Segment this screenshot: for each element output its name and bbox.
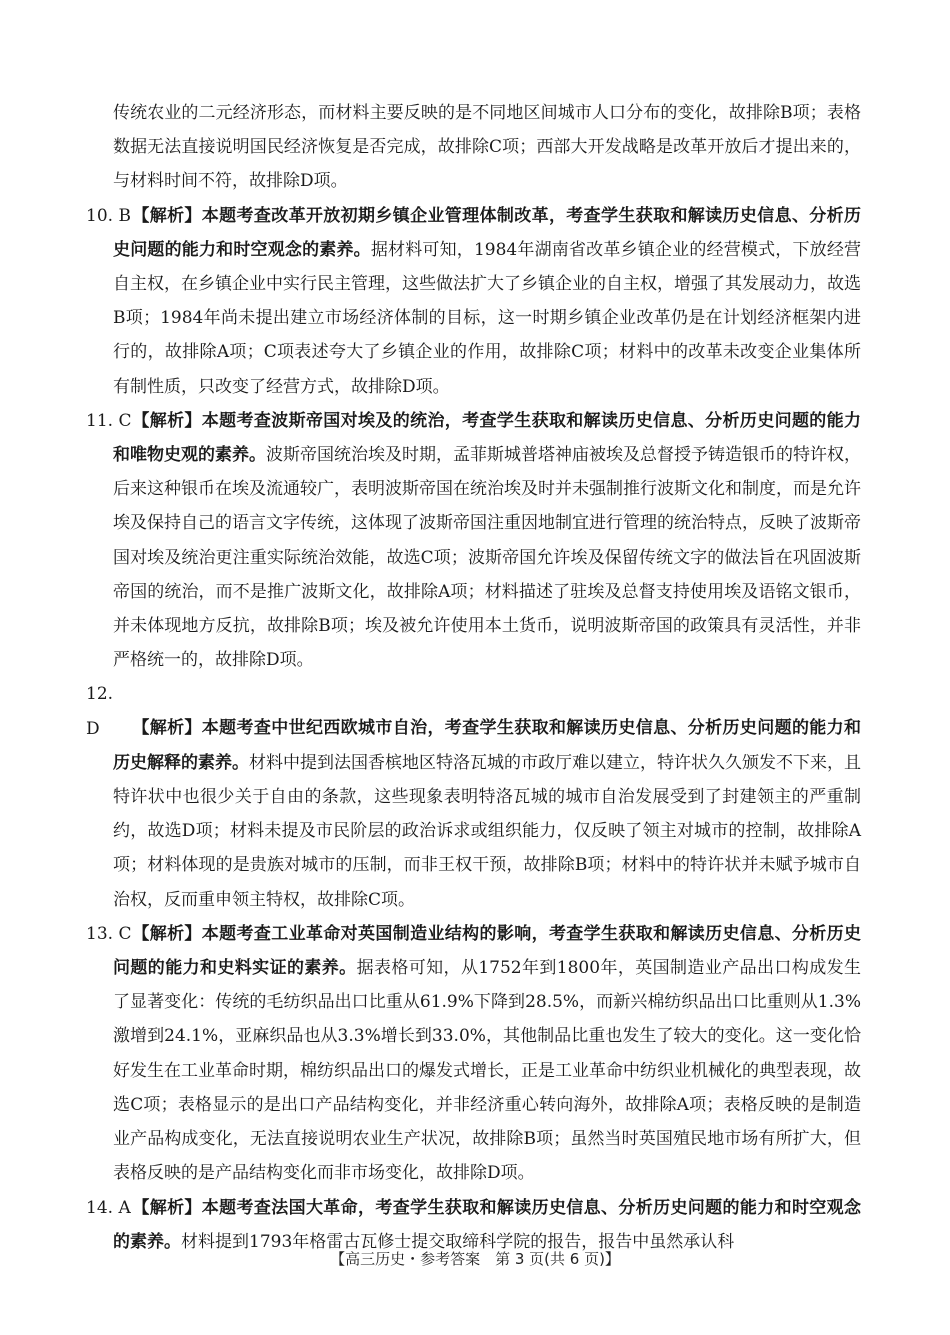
- answer-item-13: [86, 917, 862, 1191]
- answer-number: 14. A: [86, 1197, 131, 1218]
- analysis-tag: 【解析】: [132, 410, 202, 431]
- intro-paragraph: 传统农业的二元经济形态，而材料主要反映的是不同地区间城市人口分布的变化，故排除B项；表格数据无法直接说明国民经济恢复是否完成，故排除C项；西部大开发战略是改革开放后才提出来的，与材料时间不符，故排除D项。: [113, 103, 861, 192]
- answer-number: 13. C: [86, 923, 132, 944]
- analysis-lead: 本题考查波斯帝国对埃及的统治，考查学生获取和解读历史信息、分析历史问题的能力和唯物史观的素养。: [113, 410, 862, 466]
- answer-item-12: [86, 677, 862, 916]
- answer-number: 12. D: [86, 684, 114, 739]
- analysis-body: 材料提到1793年格雷古瓦修士提交取缔科学院的报告，报告中虽然承认科: [181, 1231, 735, 1252]
- analysis-body: 据材料可知，1984年湖南省改革乡镇企业的经营模式，下放经营自主权，在乡镇企业中实行民主管理，这些做法扩大了乡镇企业的自主权，增强了其发展动力，故选B项；1984年尚未提出建立市场经济体制的目标，这一时期乡镇企业改革仍是在计划经济框架内进行的，故排除A项；C项表述夸大了乡镇企业的作用，故排除C项；材料中的改革未改变企业集体所有制性质，只改变了经营方式，故排除D项。: [113, 239, 862, 397]
- analysis-body: 材料中提到法国香槟地区特洛瓦城的市政厅难以建立，特许状久久颁发不下来，且特许状中也很少关于自由的条款，这些现象表明特洛瓦城的城市自治发展受到了封建领主的严重制约，故选D项；材料未提及市民阶层的政治诉求或组织能力，仅反映了领主对城市的控制，故排除A项；材料体现的是贵族对城市的压制，而非王权干预，故排除B项；材料中的特许状并未赋予城市自治权，反而重申领主特权，故排除C项。: [113, 752, 861, 910]
- answer-number: 11. C: [86, 410, 132, 431]
- analysis-body: 据表格可知，从1752年到1800年，英国制造业产品出口构成发生了显著变化：传统的毛纺织品出口比重从61.9%下降到28.5%，而新兴棉纺织品出口比重则从1.3%激增到24.1%，亚麻织品也从3.3%增长到33.0%，其他制品比重也发生了较大的变化。这一变化恰好发生在工业革命时期，棉纺织品出口的爆发式增长，正是工业革命中纺织业机械化的典型表现，故选C项；表格显示的是出口产品结构变化，并非经济重心转向海外，故排除A项；表格反映的是制造业产品构成变化，无法直接说明农业生产状况，故排除B项；虽然当时英国殖民地市场有所扩大，但表格反映的是产品结构变化而非市场变化，故排除D项。: [113, 958, 862, 1184]
- answer-number: 10. B: [86, 205, 131, 226]
- page-content: [86, 96, 862, 1259]
- analysis-lead: 本题考查法国大革命，考查学生获取和解读历史信息、分析历史问题的能力和时空观念的素养。: [113, 1197, 862, 1252]
- answer-item-10: [86, 199, 862, 404]
- analysis-lead: 本题考查工业革命对英国制造业结构的影响，考查学生获取和解读历史信息、分析历史问题的能力和史料实证的素养。: [113, 923, 862, 979]
- analysis-tag: 【解析】: [132, 205, 202, 226]
- analysis-tag: 【解析】: [132, 923, 202, 944]
- analysis-lead: 本题考查改革开放初期乡镇企业管理体制改革，考查学生获取和解读历史信息、分析历史问题的能力和时空观念的素养。: [113, 205, 862, 260]
- answer-item-11: [86, 404, 862, 678]
- analysis-tag: 【解析】: [132, 718, 202, 739]
- page-footer: 【高三历史・参考答案 第 3 页(共 6 页)】: [330, 1250, 620, 1268]
- analysis-lead: 本题考查中世纪西欧城市自治，考查学生获取和解读历史信息、分析历史问题的能力和历史解释的素养。: [113, 718, 862, 773]
- analysis-body: 波斯帝国统治埃及时期，孟菲斯城普塔神庙被埃及总督授予铸造银币的特许权，后来这种银币在埃及流通较广，表明波斯帝国在统治埃及时并未强制推行波斯文化和制度，而是允许埃及保持自己的语言文字传统，这体现了波斯帝国注重因地制宜进行管理的统治特点，反映了波斯帝国对埃及统治更注重实际统治效能，故选C项；波斯帝国允许埃及保留传统文字的做法旨在巩固波斯帝国的统治，而不是推广波斯文化，故排除A项；材料描述了驻埃及总督支持使用埃及语铭文银币，并未体现地方反抗，故排除B项；埃及被允许使用本土货币，说明波斯帝国的政策具有灵活性，并非严格统一的，故排除D项。: [113, 445, 861, 671]
- analysis-tag: 【解析】: [132, 1197, 202, 1218]
